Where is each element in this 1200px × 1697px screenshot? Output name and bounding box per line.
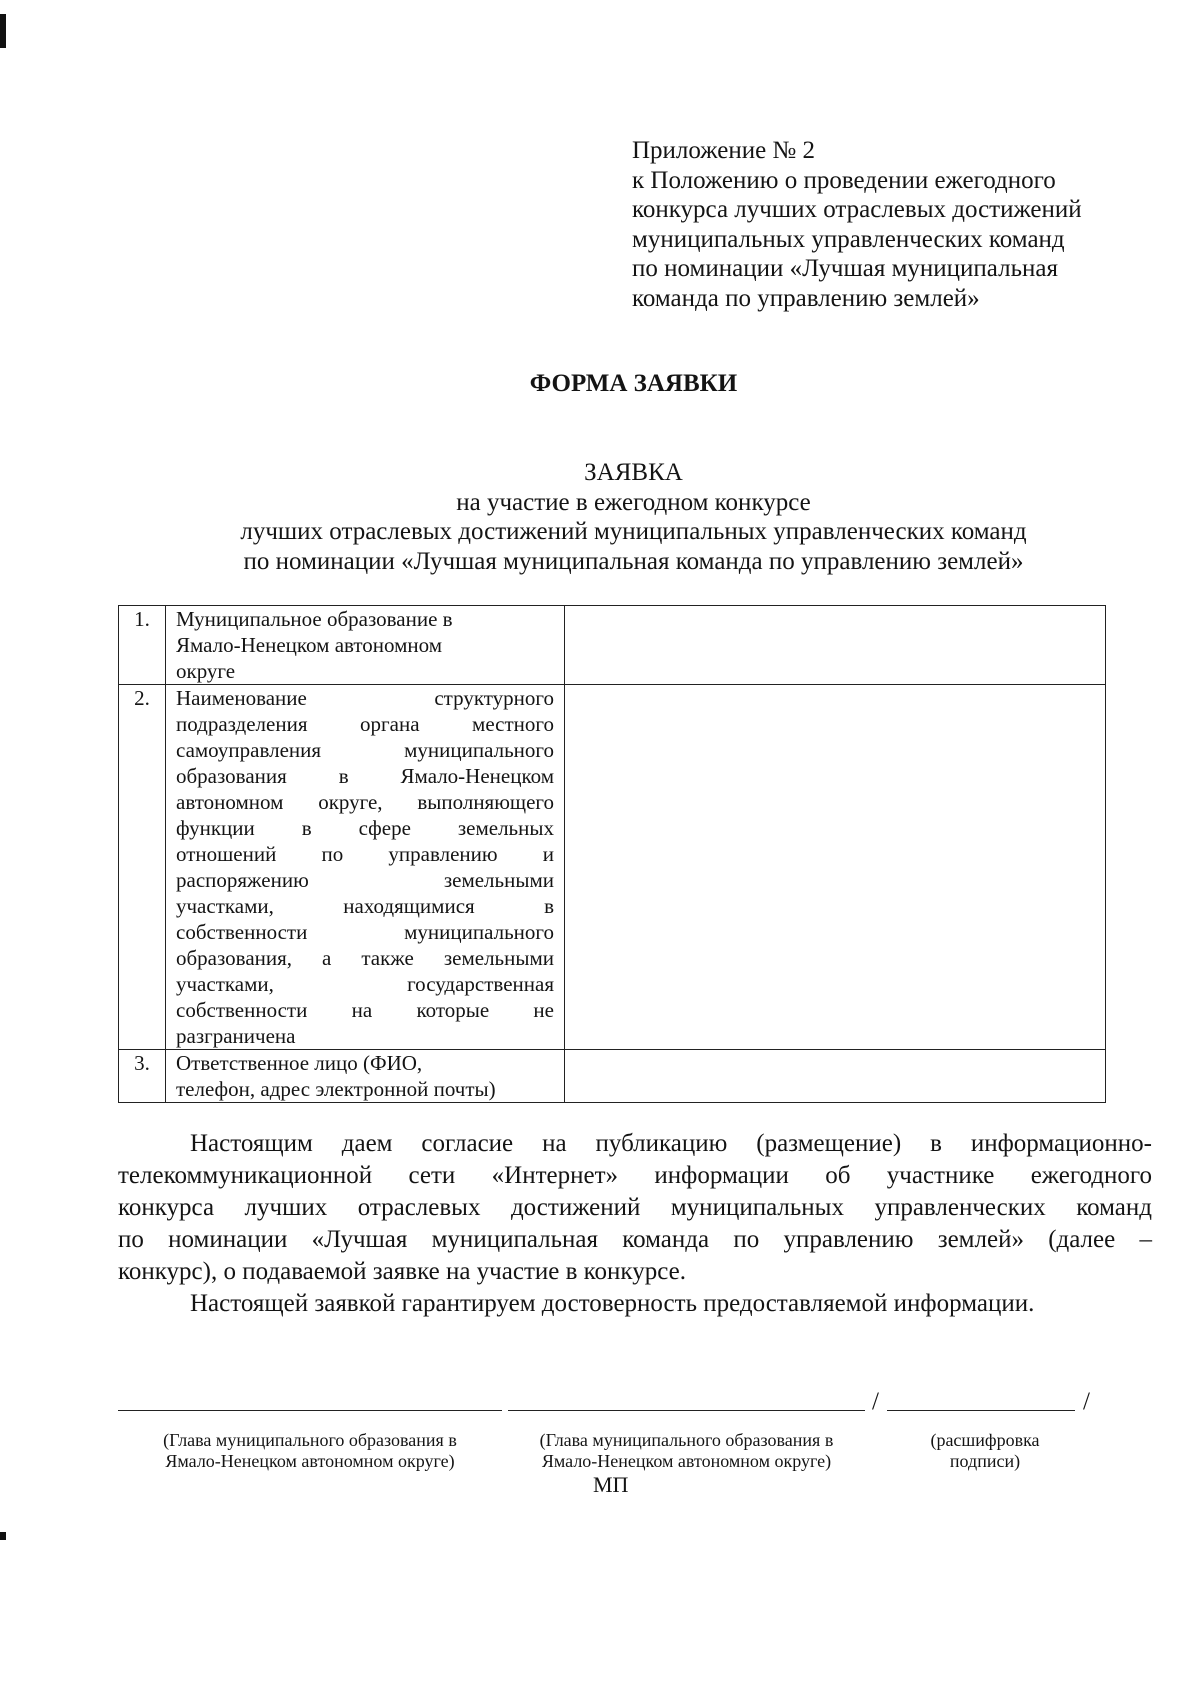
signature-slash: / <box>1083 1388 1090 1415</box>
scan-edge-mark-bottom <box>0 1532 6 1540</box>
application-subtitle-line: лучших отраслевых достижений муниципальных управленческих команд <box>240 518 1027 545</box>
row-label-line: телефон, адрес электронной почты) <box>176 1077 496 1101</box>
row-number: 3. <box>119 1050 166 1103</box>
row-label-line: Наименование структурного <box>176 686 554 710</box>
consent-line: Настоящим даем согласие на публикацию (размещение) в информационно- <box>190 1130 1152 1157</box>
table-row <box>119 1050 1106 1103</box>
row-number: 2. <box>119 685 166 1050</box>
application-heading <box>0 458 1200 576</box>
caption-line: Ямало-Ненецком автономном округе) <box>541 1451 832 1471</box>
row-label-line: образования, а также земельными <box>176 946 554 970</box>
row-label-line: участками, государственная <box>176 972 554 996</box>
row-label-line: распоряжению земельными <box>176 868 554 892</box>
consent-line: конкурса лучших отраслевых достижений муниципальных управленческих команд <box>118 1194 1152 1221</box>
row-label-line: участками, находящимися в <box>176 894 554 918</box>
table-row <box>119 685 1106 1050</box>
application-title: ЗАЯВКА <box>584 459 683 486</box>
application-subtitle-line: на участие в ежегодном конкурсе <box>456 488 811 516</box>
signature-line-1[interactable] <box>118 1410 502 1411</box>
structural-unit-field[interactable] <box>565 685 1106 1050</box>
appendix-line: по номинации «Лучшая муниципальная <box>632 255 1058 282</box>
signature-caption-1 <box>130 1430 490 1472</box>
appendix-line: к Положению о проведении ежегодного <box>632 166 1056 194</box>
appendix-line: Приложение № 2 <box>632 137 816 164</box>
form-title: ФОРМА ЗАЯВКИ <box>529 370 738 397</box>
signature-line-2[interactable] <box>508 1410 865 1411</box>
consent-line: по номинации «Лучшая муниципальная команда по управлению землей» (далее – <box>118 1226 1152 1253</box>
caption-line: Ямало-Ненецком автономном округе) <box>165 1451 455 1471</box>
appendix-line: команда по управлению землей» <box>632 284 980 312</box>
appendix-line: конкурса лучших отраслевых достижений <box>632 196 1082 223</box>
row-label-line: автономном округе, выполняющего <box>176 790 554 814</box>
appendix-line: муниципальных управленческих команд <box>632 225 1065 253</box>
stamp-placeholder: МП <box>593 1472 629 1497</box>
row-label-line: собственности муниципального <box>176 920 554 944</box>
application-table <box>118 605 1106 1103</box>
table-row <box>119 606 1106 685</box>
municipality-field[interactable] <box>565 606 1106 685</box>
row-label-line: округе <box>176 659 236 683</box>
consent-paragraph <box>118 1128 1152 1320</box>
signature-slash: / <box>872 1388 879 1415</box>
caption-line: подписи) <box>949 1451 1021 1471</box>
consent-line: конкурс), о подаваемой заявке на участие в конкурсе. <box>118 1258 686 1285</box>
caption-line: (Глава муниципального образования в <box>539 1430 834 1450</box>
responsible-person-field[interactable] <box>565 1050 1106 1103</box>
row-number: 1. <box>119 606 166 685</box>
row-label-line: образования в Ямало-Ненецком <box>176 764 554 788</box>
row-label-line: самоуправления муниципального <box>176 738 554 762</box>
caption-line: (расшифровка <box>930 1430 1040 1450</box>
row-label <box>166 685 565 1050</box>
guarantee-line: Настоящей заявкой гарантируем достоверность предоставляемой информации. <box>190 1290 1035 1317</box>
row-label-line: Ответственное лицо (ФИО, <box>176 1051 423 1075</box>
signature-caption-3 <box>895 1430 1075 1472</box>
row-label-line: Муниципальное образование в <box>176 607 453 631</box>
signature-caption-2 <box>508 1430 865 1472</box>
signature-line-3[interactable] <box>887 1410 1075 1411</box>
consent-line: телекоммуникационной сети «Интернет» информации об участнике ежегодного <box>118 1162 1152 1189</box>
row-label <box>166 606 565 685</box>
application-subtitle-line: по номинации «Лучшая муниципальная команда по управлению землей» <box>243 547 1024 575</box>
row-label-line: разграничена <box>176 1024 296 1048</box>
row-label-line: собственности на которые не <box>176 998 554 1022</box>
appendix-header <box>632 136 1172 313</box>
row-label-line: функции в сфере земельных <box>176 816 554 840</box>
row-label <box>166 1050 565 1103</box>
row-label-line: Ямало-Ненецком автономном <box>176 633 443 657</box>
caption-line: (Глава муниципального образования в <box>163 1430 457 1450</box>
row-label-line: отношений по управлению и <box>176 842 554 866</box>
row-label-line: подразделения органа местного <box>176 712 554 736</box>
scan-edge-mark-top <box>0 14 6 48</box>
